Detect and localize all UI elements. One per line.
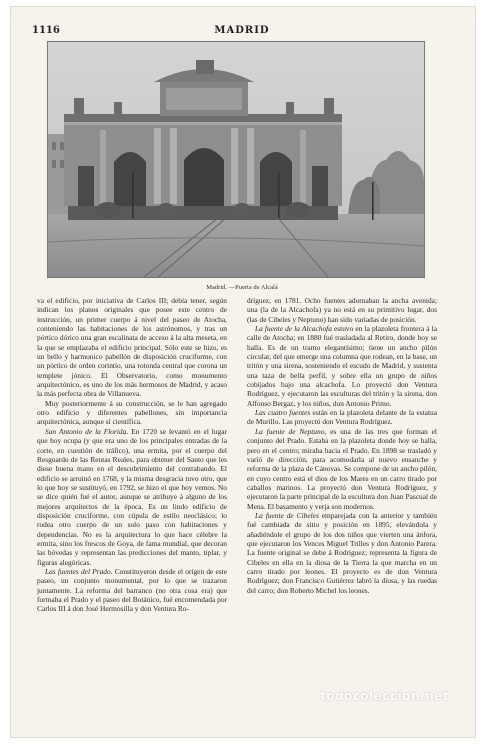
right-column (247, 296, 437, 595)
page-number: 1116 (32, 25, 60, 36)
running-title: MADRID (214, 25, 270, 36)
paragraph (247, 511, 437, 595)
paragraph (37, 567, 227, 614)
photo-caption: Madrid. —Puerta de Alcalá (206, 284, 278, 291)
section-lead: Las fuentes del Prado. (45, 566, 113, 576)
paragraph-body: Constituyeron desde el origen de este paseo, un conjunto monumental, por lo que se trazaron juntamente. La reforma del barranco (no otra cosa era) que formaba el Prado y el paseo del Botánico, fué encomendada por Carlos III á don José Hermosilla y don Ventura Ro- (37, 566, 227, 614)
paragraph-body: están en la plazoleta delante de la estatua de Murillo. Las proyectó don Ventura Rodríguez. (247, 408, 437, 427)
paragraph-body: En 1720 se levantó en el lugar que hoy ocupa (y que era uno de los principales entradas de la corte, en cuestión de tráfico), una ermita, por el cuerpo del Resguardo de las Rentas Reales, para obtener del Santo que les diese buena mano en el descubrimiento del contrabando. El edificio se arruinó en 1768, y la misma desgracia tuvo otro, que lo que hoy se sustituyó, en 1792, se hizo el que hoy vemos. No se dice quién fué el autor, aunque se atribuye á alguno de los mejores arquitectos de la época. Es un lindo edificio de disposición cruciforme, con cúpula de estilo neoclásico; lo rodea otro cuerpo de un solo paso con habitaciones y dependencias. No es la arquitectura lo que hace célebre la ermita, sino los frescos de Goya, de fama mundial, que decoran las bóvedas y representan las predicciones del manto, tiplar, y figuras alegóricas. (37, 426, 227, 567)
paragraph (247, 324, 437, 408)
paragraph: va el edificio, por iniciativa de Carlos III; debía tener, según indican los planos originales que posee este centro de instrucción, un primer cuerpo á nivel del paseo de Atocha, conteniendo las habitaciones de los astrónomos, y tras un pórtico dórico una gran escalinata de acceso á la alta meseta, en la que se emplazaba el edificio principal. Sólo este se hizo, es un bello y harmonico pabellón de disposición cruciforme, con un pórtico de orden corintio, una rotonda central que corona un templete jónico. El Observatorio, como monumento arquitectónico, es uno de los más hermosos de Madrid, y acaso la más perfecta obra de Villanueva. (37, 296, 227, 399)
paragraph: Muy posteriormente á su construcción, se le han agregado otro edificio y diferentes pabellones, sin importancia arquitectónica, aunque sí científica. (37, 398, 227, 427)
paragraph-body: emparejada con la anterior y también fué cambiada de sitio y posición en 1895, elevándola y añadiéndole el grupo de los dos niños que vierten una ánfora, que ejecutaron los Vences Miguel Trilles y don Antonio Parera. La fuente original se debe á Rodríguez; representa la figura de Cibeles en ella en la diosa de la Tierra la que marcha en un carro tirado por leones. El proyecto es de don Ventura Rodríguez; don Francisco Gutiérrez labró la diosa, y las ruedas del carro; don Roberto Michel los leones. (247, 510, 437, 595)
paragraph-body: estuvo en la plazoleta frontera á la calle de Atocha; en 1880 fué trasladada al Retiro, donde hoy se halla. Es de un tramo elegantísimo; tiene un ancho pilón circular, del que emerge una columna que rodean, en la base, un tritón y una sirena, sosteniendo el escudo de Madrid, y sustenta una taza de bella perfil, y sobre ella un grupo de niños cobijados bajo una alcachofa. Lo proyectó don Ventura Rodríguez, y ejecutaron las esculturas del tritón y la sirena, don Alfonso Bergaz, y los niños, don Antonio Primo. (247, 324, 437, 408)
section-lead: La fuente de la Alcachofa (255, 324, 332, 334)
left-column (37, 296, 227, 614)
paragraph (247, 408, 437, 427)
paragraph (247, 427, 437, 511)
watermark: todocoleccion.net (320, 689, 450, 703)
puerta-de-alcala-photo (47, 41, 425, 278)
section-lead: Las cuatro fuentes (255, 408, 311, 418)
section-lead: San Antonio de la Florida. (45, 426, 129, 436)
paragraph-body: , es una de las tres que forman el conjunto del Prado. Estaba en la plazoleta donde hoy se halla, pero en el centro; miraba hacia el Prado. En 1898 se trasladó y varió de dirección, para acomodarla al nuevo ensanche y reforma de la plaza de Cánovas. Se compone de un ancho pilón, en cuyo centro está el dios de los Mares en un carro tirado por caballos marinos. La proyectó don Ventura Rodríguez, y ejecutaron la parte principal de la escultura don Juan Pascual de Mena. El basamento y verja son modernos. (247, 426, 437, 511)
section-lead: La fuente de Neptuno (255, 426, 325, 436)
paragraph: dríguez, en 1781. Ocho fuentes adornaban la ancha avenida; una (la de la Alcachofa) ya no está en su primitivo lugar, dos (las de Cibeles y Neptuno) han sido variadas de posición. (247, 296, 437, 324)
section-lead: La fuente de Cibeles (255, 510, 319, 520)
paragraph (37, 427, 227, 567)
